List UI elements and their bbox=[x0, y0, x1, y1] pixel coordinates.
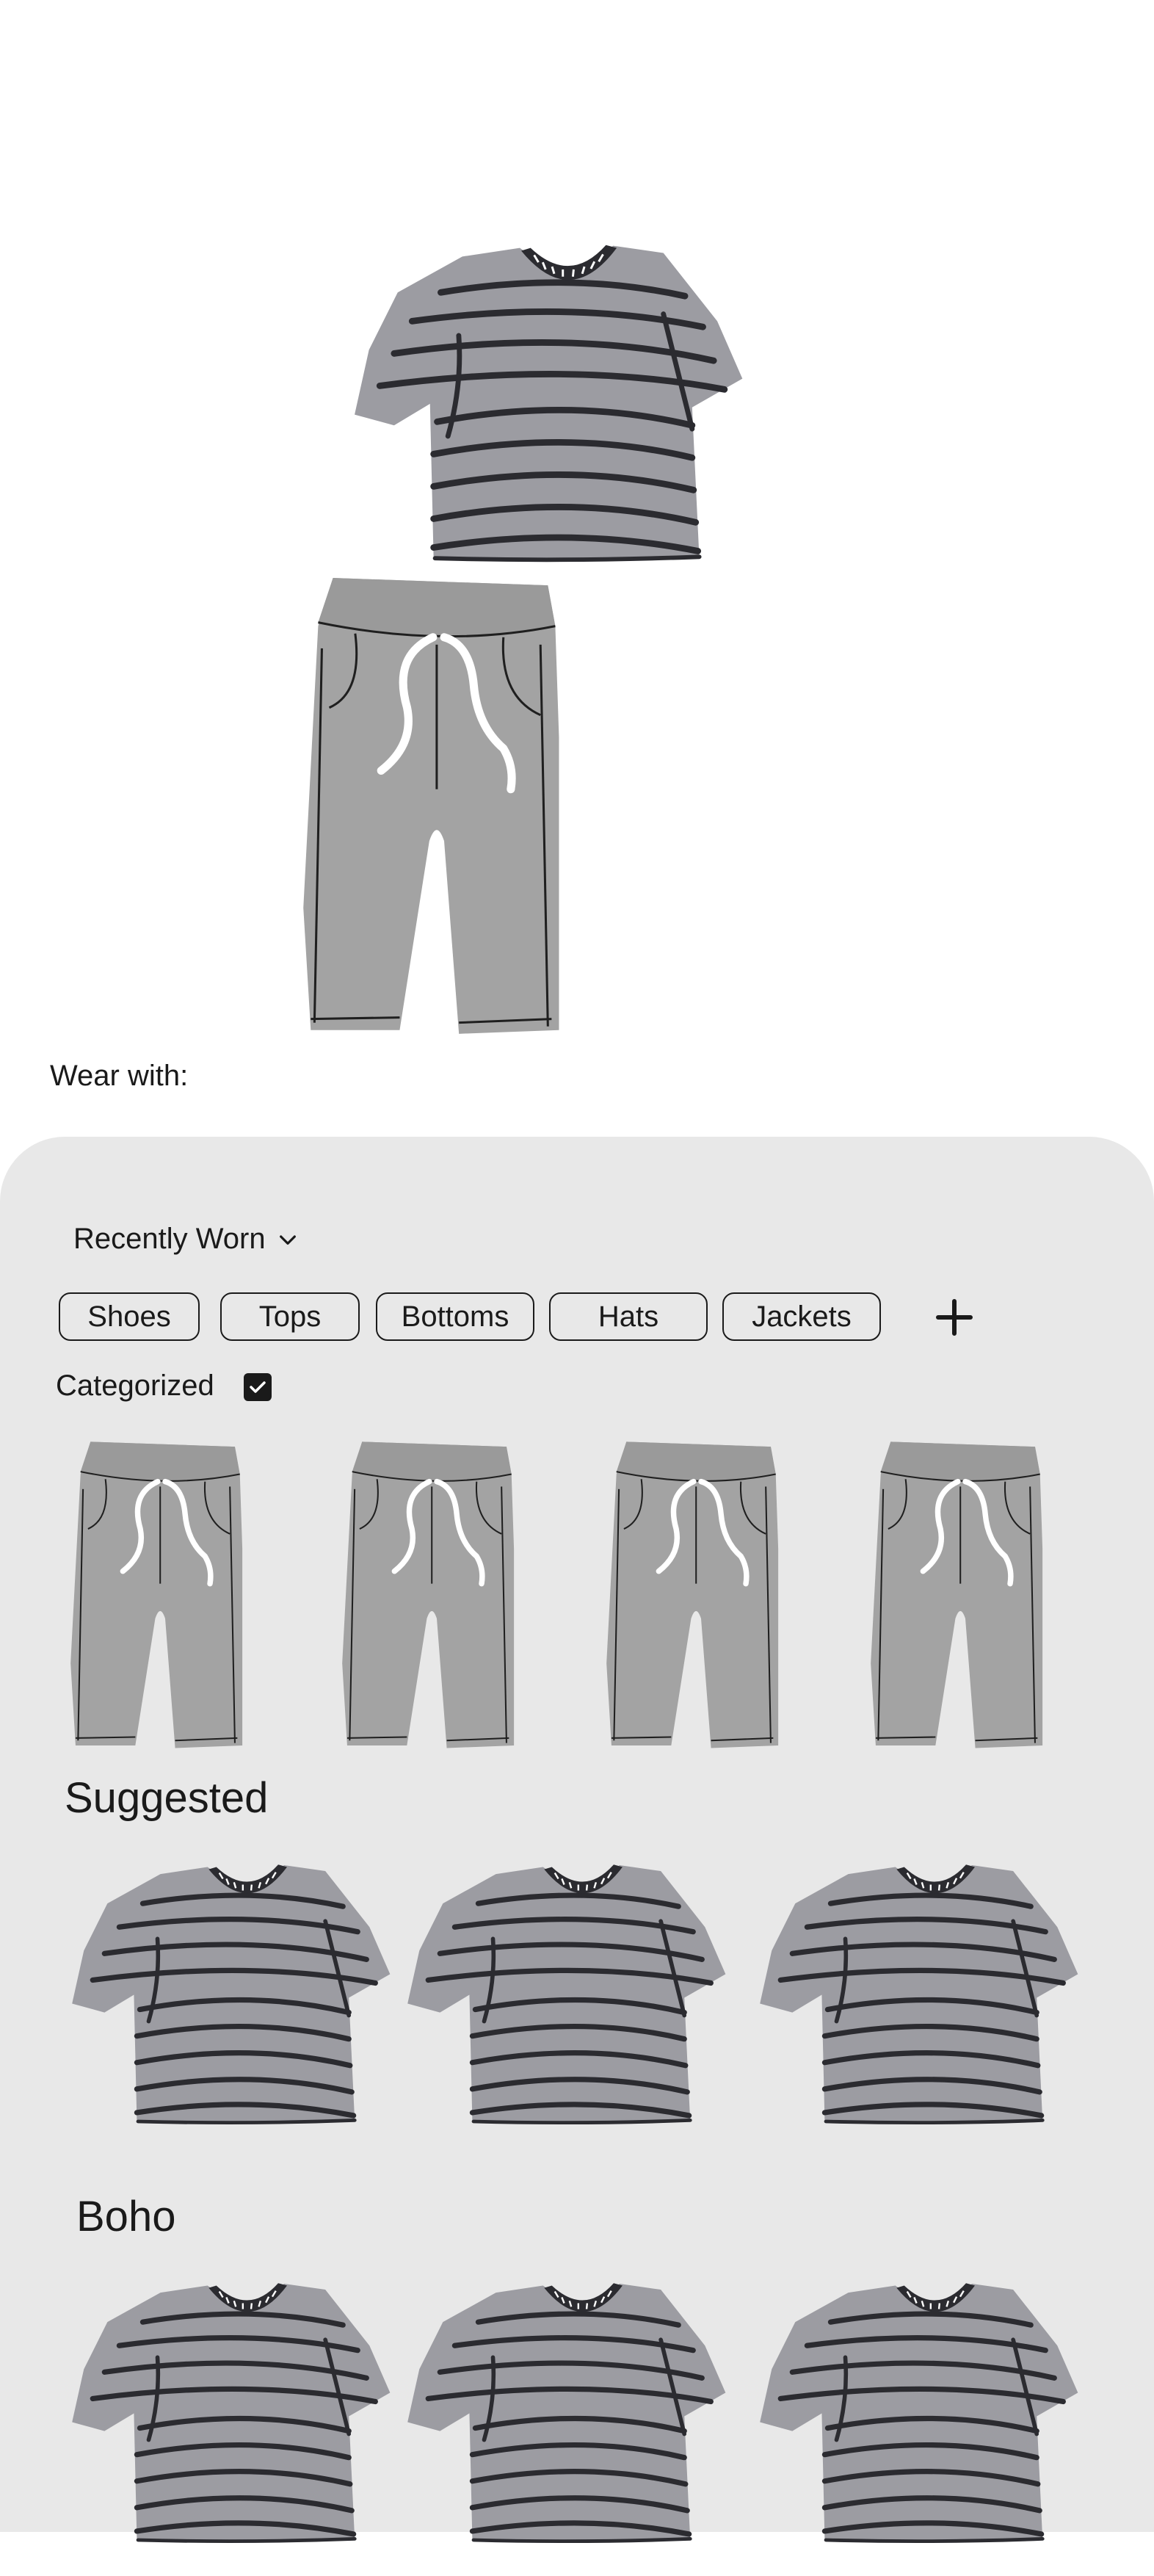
plus-icon[interactable] bbox=[931, 1294, 978, 1341]
sort-dropdown-label: Recently Worn bbox=[73, 1223, 266, 1255]
check-icon bbox=[244, 1373, 272, 1401]
boho-top-thumbnail[interactable] bbox=[752, 2275, 1083, 2576]
outfit-bottom-image[interactable] bbox=[301, 574, 587, 1049]
boho-top-thumbnail[interactable] bbox=[65, 2275, 395, 2576]
categorized-label: Categorized bbox=[56, 1370, 214, 1402]
chip-jackets[interactable]: Jackets bbox=[722, 1292, 881, 1341]
bottoms-thumbnail[interactable] bbox=[70, 1439, 261, 1758]
wear-with-label: Wear with: bbox=[50, 1060, 189, 1092]
section-title-boho: Boho bbox=[76, 2193, 176, 2240]
suggested-top-thumbnail[interactable] bbox=[752, 1856, 1083, 2157]
chip-hats[interactable]: Hats bbox=[549, 1292, 708, 1341]
chevron-down-icon bbox=[276, 1228, 300, 1251]
categorized-checkbox[interactable] bbox=[244, 1373, 272, 1401]
boho-top-thumbnail[interactable] bbox=[400, 2275, 730, 2576]
suggested-top-thumbnail[interactable] bbox=[400, 1856, 730, 2157]
bottoms-thumbnail[interactable] bbox=[606, 1439, 796, 1758]
section-title-suggested: Suggested bbox=[65, 1774, 269, 1822]
bottoms-thumbnail[interactable] bbox=[341, 1439, 532, 1758]
bottoms-thumbnail[interactable] bbox=[870, 1439, 1061, 1758]
sort-dropdown[interactable] bbox=[73, 1223, 300, 1256]
outfit-top-image[interactable] bbox=[345, 235, 749, 602]
chip-tops[interactable]: Tops bbox=[220, 1292, 360, 1341]
suggested-top-thumbnail[interactable] bbox=[65, 1856, 395, 2157]
chip-bottoms[interactable]: Bottoms bbox=[376, 1292, 534, 1341]
chip-shoes[interactable]: Shoes bbox=[59, 1292, 200, 1341]
